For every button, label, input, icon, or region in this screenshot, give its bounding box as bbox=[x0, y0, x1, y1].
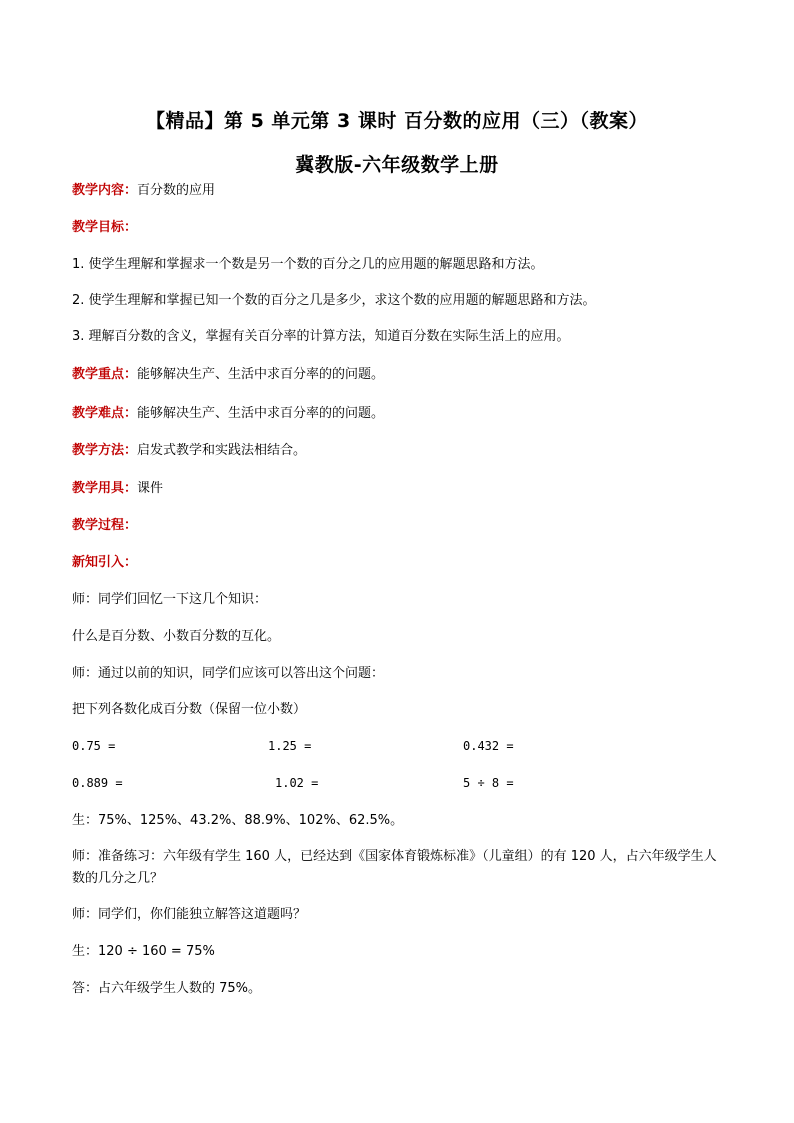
teaching-tools-value: 课件 bbox=[137, 481, 164, 496]
teaching-goals-label: 教学目标： bbox=[72, 220, 138, 235]
paragraph: 把下列各数化成百分数（保留一位小数） bbox=[72, 702, 307, 717]
teaching-key-value: 能够解决生产、生活中求百分率的的问题。 bbox=[137, 367, 385, 382]
exercise-item: 0.432 = bbox=[463, 739, 514, 753]
teaching-method-label: 教学方法： bbox=[72, 443, 138, 458]
teaching-method bbox=[72, 442, 306, 460]
teaching-process-heading bbox=[72, 517, 137, 535]
teaching-content bbox=[72, 182, 215, 200]
exercise-item: 0.75 = bbox=[72, 739, 116, 753]
teaching-content-value: 百分数的应用 bbox=[137, 183, 216, 198]
paragraph: 师：准备练习：六年级有学生 160 人，已经达到《国家体育锻炼标准》（儿童组）的有 120 人，占六年级学生人数的几分之几？ bbox=[72, 849, 717, 886]
new-knowledge-heading bbox=[72, 554, 137, 572]
teaching-tools-label: 教学用具： bbox=[72, 481, 138, 496]
teaching-difficulty-value: 能够解决生产、生活中求百分率的的问题。 bbox=[137, 406, 385, 421]
teaching-difficulty-label: 教学难点： bbox=[72, 406, 138, 421]
paragraph: 师：同学们回忆一下这几个知识： bbox=[72, 592, 268, 607]
paragraph: 师：通过以前的知识，同学们应该可以答出这个问题： bbox=[72, 666, 385, 681]
teaching-content-label: 教学内容： bbox=[72, 183, 138, 198]
document-title: 【精品】第 5 单元第 3 课时 百分数的应用（三）（教案） bbox=[145, 110, 648, 132]
exercise-item: 1.02 = bbox=[275, 776, 319, 790]
new-knowledge-label: 新知引入： bbox=[72, 555, 138, 570]
paragraph: 师：同学们，你们能独立解答这道题吗？ bbox=[72, 907, 307, 922]
exercise-item: 1.25 = bbox=[268, 739, 312, 753]
goal-item: 3. 理解百分数的含义，掌握有关百分率的计算方法，知道百分数在实际生活上的应用。 bbox=[72, 329, 570, 344]
exercise-item: 0.889 = bbox=[72, 776, 123, 790]
teaching-process-label: 教学过程： bbox=[72, 518, 138, 533]
teaching-goals-heading bbox=[72, 219, 137, 237]
paragraph: 什么是百分数、小数百分数的互化。 bbox=[72, 629, 281, 644]
teaching-difficulty bbox=[72, 405, 384, 423]
teaching-key-point bbox=[72, 366, 384, 384]
teaching-key-label: 教学重点： bbox=[72, 367, 138, 382]
teaching-tools bbox=[72, 480, 163, 498]
goal-item: 1. 使学生理解和掌握求一个数是另一个数的百分之几的应用题的解题思路和方法。 bbox=[72, 257, 544, 272]
paragraph: 答：占六年级学生人数的 75%。 bbox=[72, 981, 262, 996]
exercise-item: 5 ÷ 8 = bbox=[463, 776, 514, 790]
goal-item: 2. 使学生理解和掌握已知一个数的百分之几是多少，求这个数的应用题的解题思路和方法。 bbox=[72, 293, 596, 308]
paragraph: 生：120 ÷ 160 = 75% bbox=[72, 944, 215, 959]
teaching-method-value: 启发式教学和实践法相结合。 bbox=[137, 443, 307, 458]
document-subtitle: 冀教版-六年级数学上册 bbox=[295, 154, 499, 176]
paragraph: 生：75%、125%、43.2%、88.9%、102%、62.5%。 bbox=[72, 813, 404, 828]
